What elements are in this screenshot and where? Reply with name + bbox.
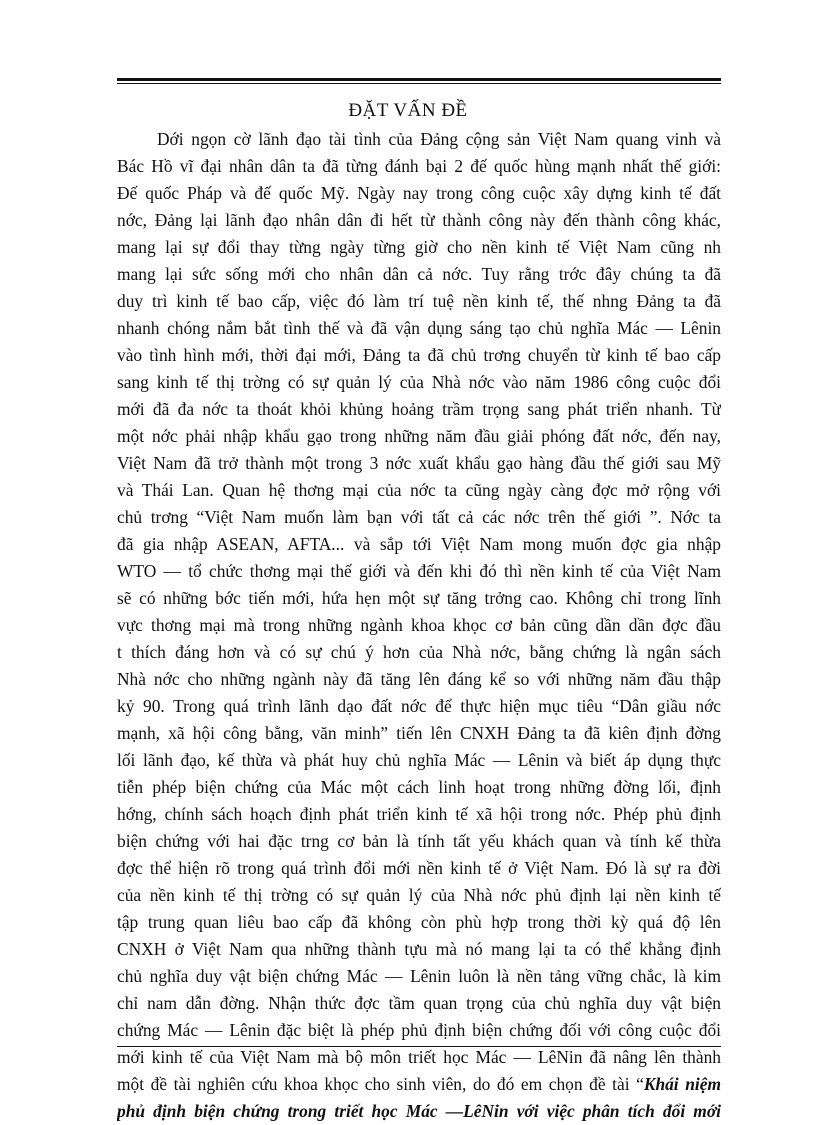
text-line: WTO — tổ chức thơng mại thế giới và đến khi đó thì nền kinh tế của Việt Nam	[117, 561, 721, 581]
bottom-rule	[117, 1046, 721, 1047]
text-line: tiễn phép biện chứng của Mác một cách linh hoạt trong những đờng lối, định	[117, 777, 721, 797]
text-line: mới đã đa nớc ta thoát khỏi khủng hoảng trầm trọng sang phát triển nhanh. Từ	[117, 399, 721, 419]
text-line: đợc thể hiện rõ trong quá trình đổi mới nền kinh tế ở Việt Nam. Đó là sự ra đời	[117, 858, 721, 878]
text-line: chủ trơng “Việt Nam muốn làm bạn với tất cả các nớc trên thế giới ”. Nớc ta	[117, 507, 721, 527]
text-line: sang kinh tế thị trờng có sự quản lý của Nhà nớc vào năm 1986 công cuộc đổi	[117, 372, 721, 392]
text-line: mang lại sự đổi thay từng ngày từng giờ cho nền kinh tế Việt Nam cũng nh	[117, 237, 721, 257]
text-line-emphasized: phủ định biện chứng trong triết học Mác —LêNin với việc phân tích đổi mới	[117, 1101, 721, 1121]
body-text	[117, 126, 721, 1125]
text-line: và Thái Lan. Quan hệ thơng mại của nớc ta cũng ngày càng đợc mở rộng với	[117, 480, 721, 500]
text-line: sẽ có những bớc tiến mới, hứa hẹn một sự tăng trởng cao. Không chỉ trong lĩnh	[117, 588, 721, 608]
text-line: mới kinh tế của Việt Nam mà bộ môn triết học Mác — LêNin đã nâng lên thành	[117, 1047, 721, 1067]
page-title: ĐẶT VẤN ĐỀ	[348, 100, 468, 121]
text-line: tập trung quan liêu bao cấp đã không còn phù hợp trong thời kỳ quá độ lên	[117, 912, 721, 932]
text-line	[117, 1071, 721, 1098]
text-line: mạnh, xã hội công bằng, văn minh” tiến lên CNXH Đảng ta đã kiên định đờng	[117, 723, 721, 743]
text-line: vực thơng mại mà trong những ngành khoa khọc cơ bản cũng dần dần đợc đầu	[117, 615, 721, 635]
text-line: mang lại sức sống mới cho nhân dân cả nớc. Tuy rằng trớc đây chúng ta đã	[117, 264, 721, 284]
text-line: CNXH ở Việt Nam qua những thành tựu mà nó mang lại ta có thể khẳng định	[117, 939, 721, 959]
text-line: duy trì kinh tế bao cấp, việc đó làm trí tuệ nền kinh tế, thế nhng Đảng ta đã	[117, 291, 721, 311]
text-line: chủ nghĩa duy vật biện chứng Mác — Lênin luôn là nền tảng vững chắc, là kim	[117, 966, 721, 986]
text-line: một nớc phải nhập khẩu gạo trong những năm đầu giải phóng đất nớc, đến nay,	[117, 426, 721, 446]
text-line: chứng Mác — Lênin đặc biệt là phép phủ định biện chứng đối với công cuộc đổi	[117, 1020, 721, 1040]
text-line: hớng, chính sách hoạch định phát triển kinh tế xã hội trong nớc. Phép phủ định	[117, 804, 721, 824]
text-line: Đế quốc Pháp và đế quốc Mỹ. Ngày nay trong công cuộc xây dựng kinh tế đất	[117, 183, 721, 203]
text-line: Dới ngọn cờ lãnh đạo tài tình của Đảng cộng sản Việt Nam quang vinh và	[157, 129, 721, 149]
text-line: của nền kinh tế thị trờng có sự quản lý của Nhà nớc phủ định lại nền kinh tế	[117, 885, 721, 905]
top-double-rule	[117, 78, 721, 85]
text-line: lối lãnh đạo, kế thừa và phát huy chủ nghĩa Mác — Lênin và biết áp dụng thực	[117, 750, 721, 770]
text-line: đã gia nhập ASEAN, AFTA... và sắp tới Việt Nam mong muốn đợc gia nhập	[117, 534, 721, 554]
emphasized-title-start: Khái niệm	[643, 1074, 721, 1094]
text-line: chỉ nam dẫn đờng. Nhận thức đợc tầm quan trọng của chủ nghĩa duy vật biện	[117, 993, 721, 1013]
text-line: biện chứng với hai đặc trng cơ bản là tính tất yếu khách quan và tính kế thừa	[117, 831, 721, 851]
text-line: vào tình hình mới, thời đại mới, Đảng ta đã chủ trơng chuyển từ kinh tế bao cấp	[117, 345, 721, 365]
text-line: nhanh chóng nắm bắt tình thế và đã vận dụng sáng tạo chủ nghĩa Mác — Lênin	[117, 318, 721, 338]
text-span: một đề tài nghiên cứu khoa khọc cho sinh viên, do đó em chọn đề tài “	[117, 1074, 644, 1094]
text-line: Việt Nam đã trở thành một trong 3 nớc xuất khẩu gạo hàng đầu thế giới sau Mỹ	[117, 453, 721, 473]
text-line: kỷ 90. Trong quá trình lãnh dạo đất nớc để thực hiện mục tiêu “Dân giầu nớc	[117, 696, 721, 716]
text-line: nớc, Đảng lại lãnh đạo nhân dân đi hết từ thành công này đến thành công khác,	[117, 210, 721, 230]
text-line: t thích đáng hơn và có sự chú ý hơn của Nhà nớc, bằng chứng là ngân sách	[117, 642, 721, 662]
text-line: Nhà nớc cho những ngành này đã tăng lên đáng kể so với những năm đầu thập	[117, 669, 721, 689]
text-line: Bác Hồ vĩ đại nhân dân ta đã từng đánh bại 2 đế quốc hùng mạnh nhất thế giới:	[117, 156, 721, 176]
